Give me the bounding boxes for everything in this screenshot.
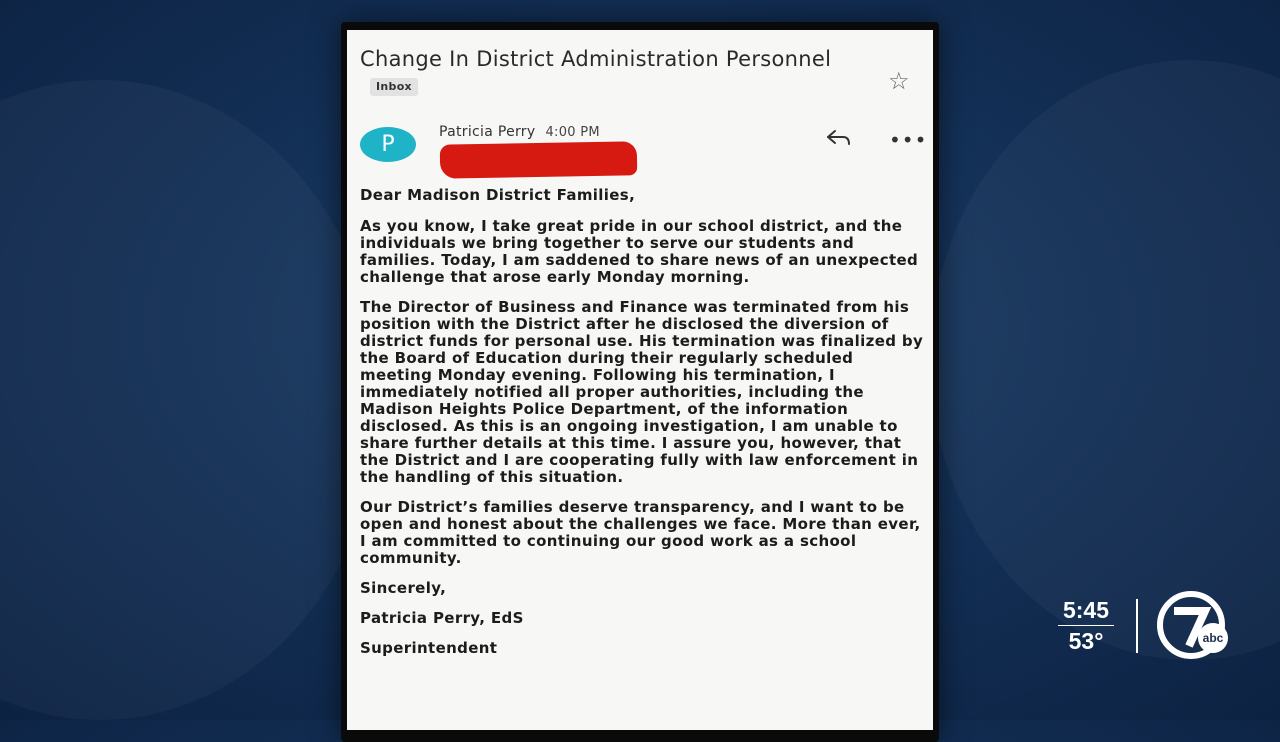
background-glow-left <box>0 80 380 720</box>
email-view <box>347 30 933 730</box>
inbox-badge[interactable]: Inbox <box>370 78 418 96</box>
signature-title: Superintendent <box>360 639 498 657</box>
star-icon[interactable]: ☆ <box>888 67 910 95</box>
time-temperature-bug <box>1056 596 1116 655</box>
email-paragraph: Our District’s families deserve transparency, and I want to be open and honest about the challenges we face. More than ever, I am committed to continuing our good work as a school community. <box>360 498 921 567</box>
email-greeting: Dear Madison District Families, <box>360 186 636 204</box>
temperature: 53° <box>1068 628 1104 654</box>
clock-divider <box>1058 625 1114 626</box>
email-paragraph: As you know, I take great pride in our school district, and the individuals we bring together to serve our students and families. Today, I am saddened to share news of an unexpected challenge that arose early Monday morning. <box>360 217 919 286</box>
sender-line <box>439 124 600 140</box>
clock-time: 5:45 <box>1062 597 1110 623</box>
email-subject <box>360 46 860 100</box>
bug-divider <box>1136 599 1138 653</box>
redaction-mark <box>440 141 638 178</box>
reply-icon[interactable] <box>825 126 853 150</box>
email-closing: Sincerely, <box>360 579 447 597</box>
email-body <box>360 187 925 670</box>
more-icon[interactable]: ••• <box>889 128 928 152</box>
email-subject-text: Change In District Administration Personnel <box>360 47 832 71</box>
logo-text: abc <box>1202 631 1224 645</box>
sender-name[interactable]: Patricia Perry <box>439 124 536 140</box>
sent-time: 4:00 PM <box>545 125 600 140</box>
background-glow-right <box>930 60 1280 660</box>
signature-name: Patricia Perry, EdS <box>360 609 524 627</box>
station-logo-icon <box>1155 590 1231 660</box>
avatar[interactable]: P <box>360 127 416 162</box>
email-paragraph: The Director of Business and Finance was terminated from his position with the District after he disclosed the diversion of district funds for personal use. His termination was finalized by the Board of Education during their regularly scheduled meeting Monday evening. Following his termination, I immediately notified all proper authorities, including the Madison Heights Police Department, of the information disclosed. As this is an ongoing investigation, I am unable to share further details at this time. I assure you, however, that the District and I are cooperating fully with law enforcement in the handling of this situation. <box>360 298 924 486</box>
